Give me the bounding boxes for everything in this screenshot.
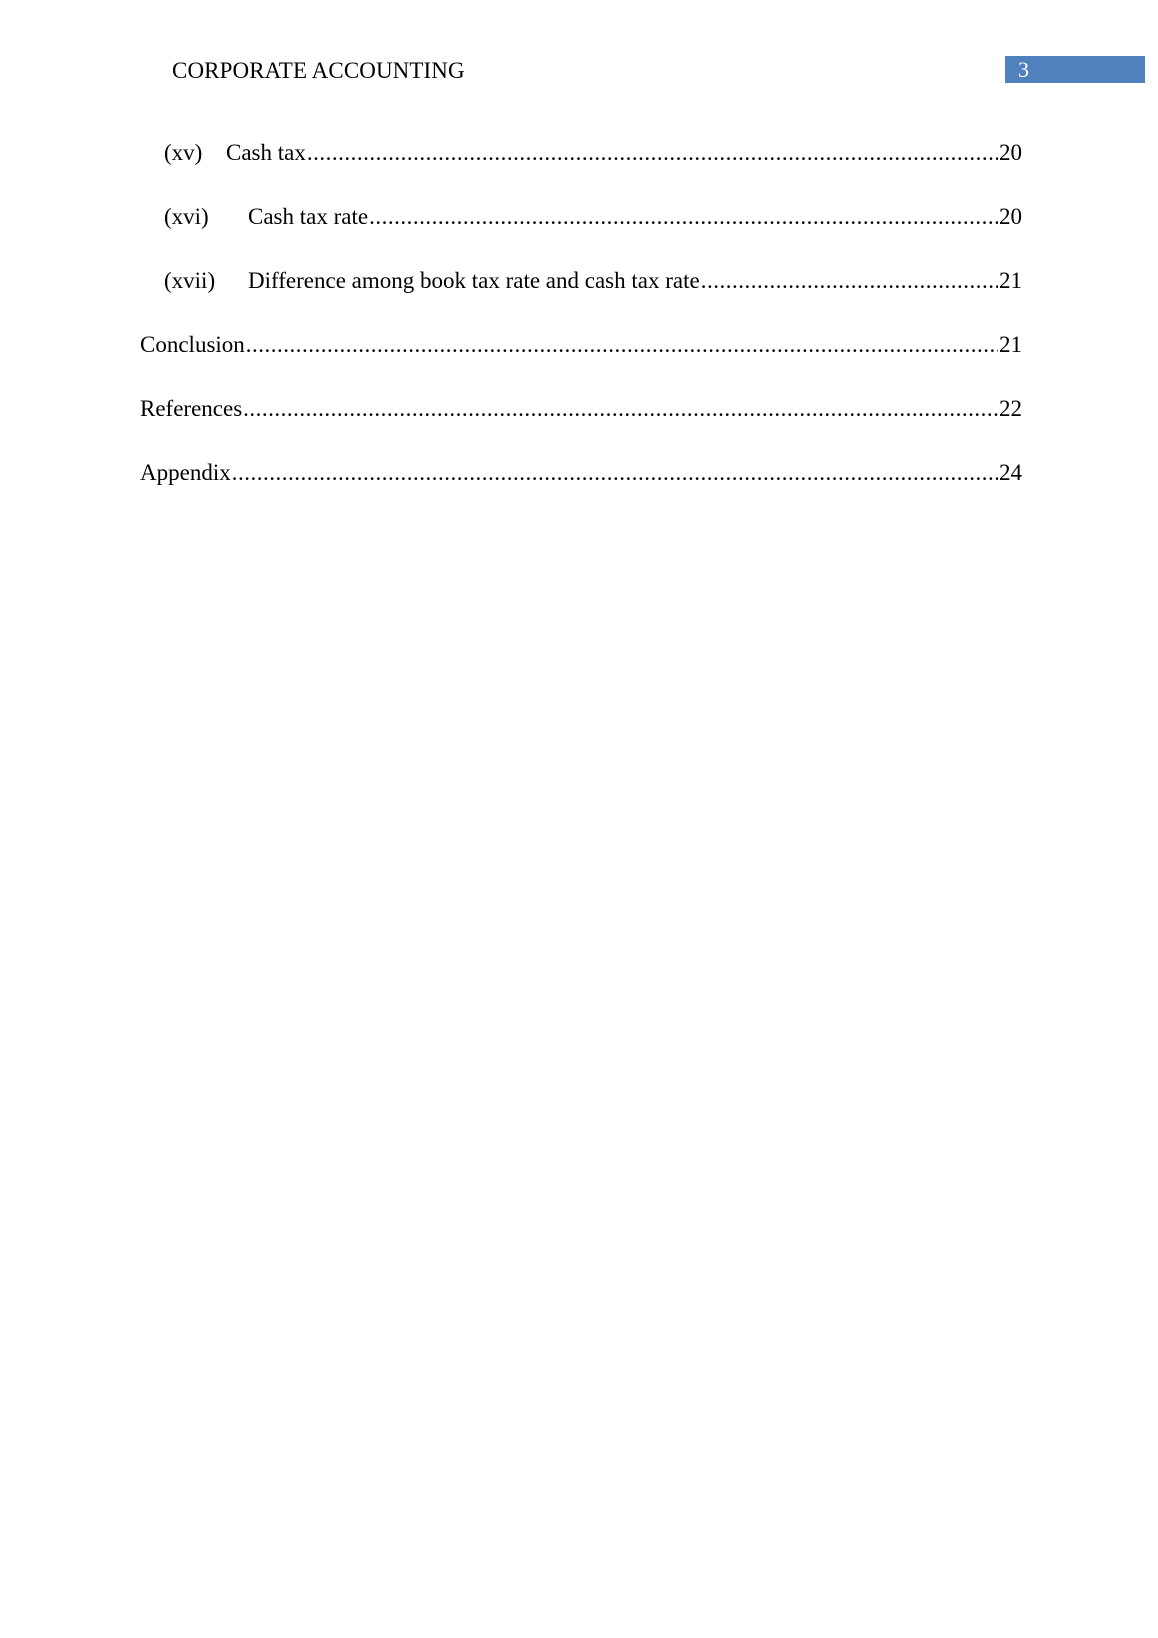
- toc-entry-cash-tax-rate[interactable]: [164, 200, 1022, 234]
- toc-entry-page: 20: [999, 140, 1022, 165]
- toc-entry-number: (xvii): [164, 268, 216, 293]
- toc-dot-leader: [369, 200, 998, 234]
- toc-dot-leader: [246, 328, 998, 362]
- toc-entry-title: Cash tax: [226, 140, 306, 165]
- running-head: CORPORATE ACCOUNTING: [172, 58, 465, 83]
- toc-entry-title: Conclusion: [140, 332, 245, 357]
- toc-entry-references[interactable]: [140, 392, 1022, 426]
- toc-entry-page: 22: [999, 396, 1022, 421]
- toc-dot-leader: [701, 264, 998, 298]
- toc-entry-page: 21: [999, 332, 1022, 357]
- toc-entry-conclusion[interactable]: [140, 328, 1022, 362]
- toc-entry-difference-book-cash-tax-rate[interactable]: [164, 264, 1022, 298]
- toc-entry-title: Cash tax rate: [248, 204, 369, 229]
- toc-dot-leader: [243, 392, 998, 426]
- toc-entry-page: 24: [999, 460, 1022, 485]
- toc-entry-page: 21: [999, 268, 1022, 293]
- toc-entry-title: References: [140, 396, 243, 421]
- toc-dot-leader: [232, 456, 998, 490]
- toc-entry-appendix[interactable]: [140, 456, 1022, 490]
- toc-entry-cash-tax[interactable]: [164, 136, 1022, 170]
- toc-entry-number: (xv): [164, 140, 203, 165]
- toc-dot-leader: [307, 136, 998, 170]
- toc-entry-number: (xvi): [164, 204, 209, 229]
- toc-entry-title: Difference among book tax rate and cash tax rate: [248, 268, 700, 293]
- toc-entry-title: Appendix: [140, 460, 231, 485]
- toc-entry-page: 20: [999, 204, 1022, 229]
- page-number-badge: 3: [1005, 56, 1145, 83]
